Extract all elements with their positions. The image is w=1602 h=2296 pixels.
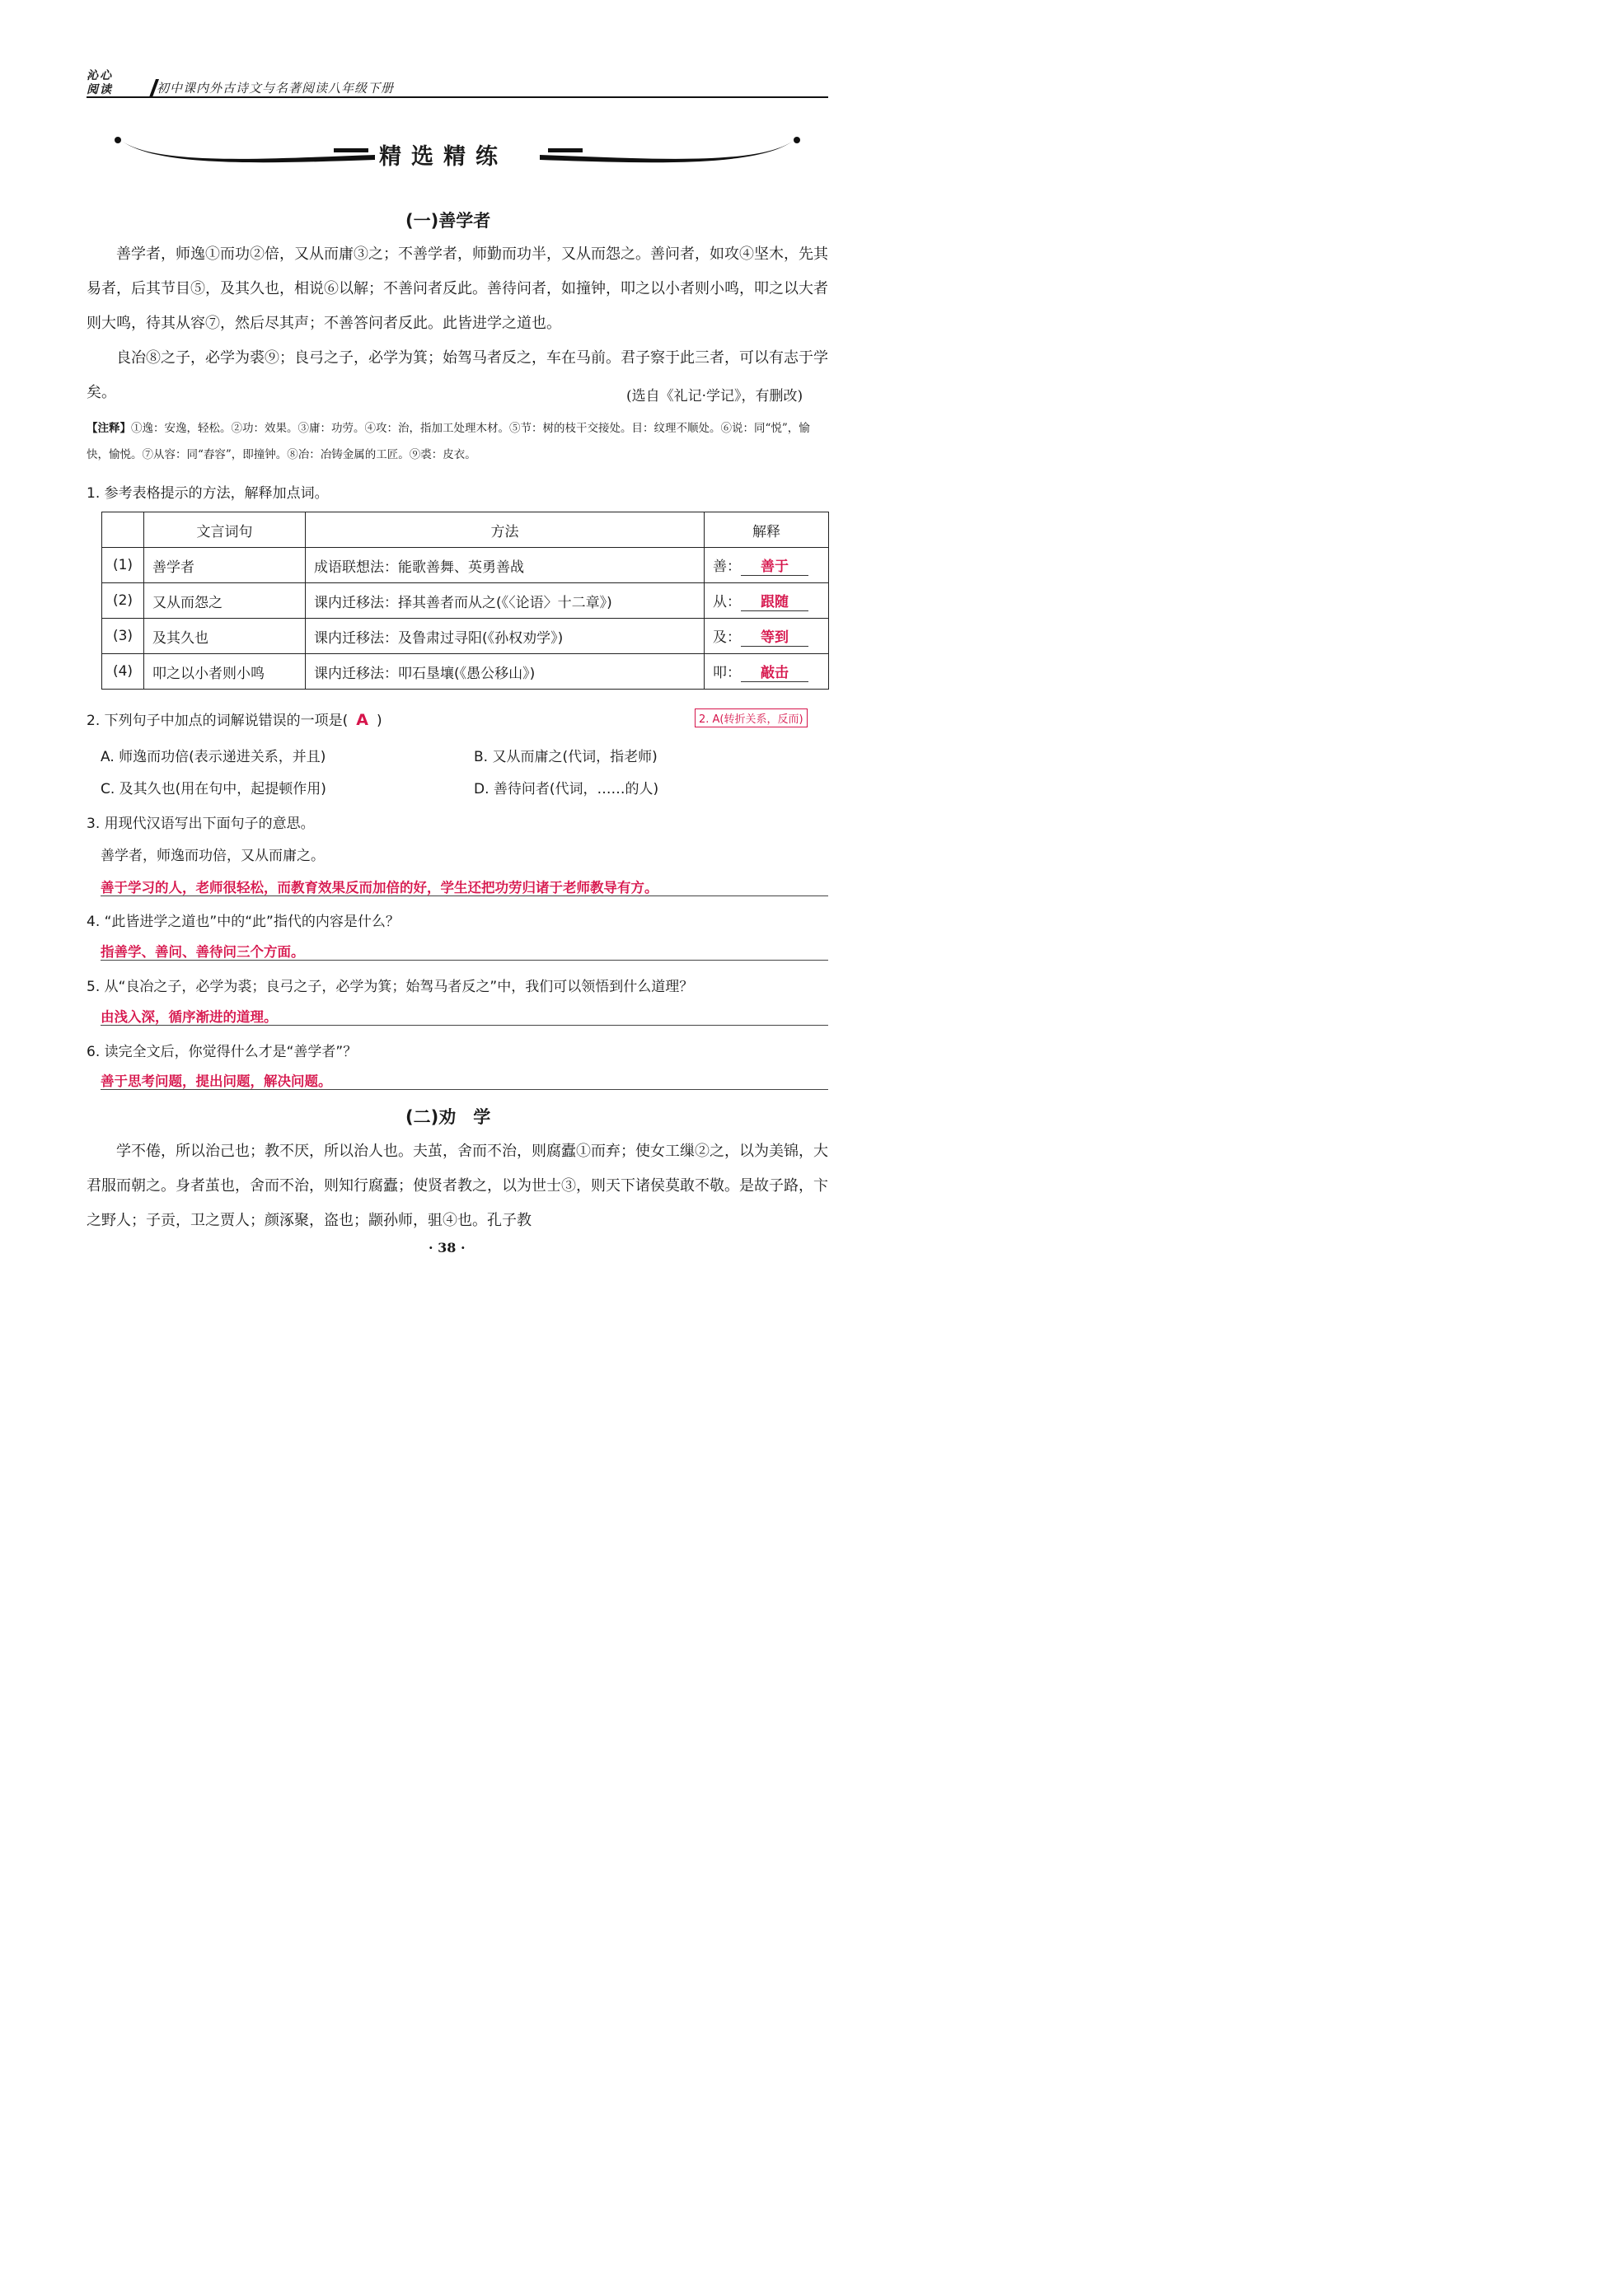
table-row <box>102 654 829 690</box>
q6-answer: 善于思考问题，提出问题，解决问题。 <box>101 1073 332 1089</box>
section1-title: (一)善学者 <box>405 211 491 231</box>
row-answer: 等到 <box>741 625 808 647</box>
q2-option-d: D. 善待问者(代词，……的人) <box>474 781 659 797</box>
row-method: 课内迁移法：及鲁肃过寻阳(《孙权劝学》) <box>306 619 705 654</box>
ornament-bar-left <box>334 148 368 152</box>
q2-option-c: C. 及其久也(用在句中，起提顿作用) <box>101 781 326 797</box>
notes-text: ①逸：安逸，轻松。②功：效果。③庸：功劳。④攻：治，指加工处理木材。⑤节：树的枝干交接处。目：纹理不顺处。⑥说：同“悦”，愉快，愉悦。⑦从容：同“舂容”，即撞钟。⑧冶：冶铸金属的工匠。⑨裘：皮衣。 <box>87 422 810 461</box>
row-word: 从： <box>713 594 741 610</box>
q2-stem: 2. 下列句子中加点的词解说错误的一项是( <box>87 713 349 729</box>
row-phrase: 及其久也 <box>144 619 306 654</box>
row-num: (4) <box>102 654 144 690</box>
q2-answer-note: 2. A(转折关系，反而) <box>695 708 808 727</box>
row-method: 课内迁移法：叩石垦壤(《愚公移山》) <box>306 654 705 690</box>
row-answer: 跟随 <box>741 590 808 611</box>
row-num: (3) <box>102 619 144 654</box>
row-explain <box>705 583 829 619</box>
row-num: (2) <box>102 583 144 619</box>
row-explain <box>705 654 829 690</box>
row-explain <box>705 548 829 583</box>
q4-stem: 4. “此皆进学之道也”中的“此”指代的内容是什么？ <box>87 914 400 930</box>
q3-stem: 3. 用现代汉语写出下面句子的意思。 <box>87 816 315 832</box>
ornament-dot-right <box>794 137 800 143</box>
q2-answer: A <box>356 711 368 729</box>
header-rule <box>87 96 828 98</box>
table-header-num <box>102 512 144 548</box>
q5-stem: 5. 从“良冶之子，必学为裘；良弓之子，必学为箕；始驾马者反之”中，我们可以领悟到什么道理？ <box>87 979 694 995</box>
q1-table <box>101 512 829 690</box>
series-logo <box>87 69 113 97</box>
logo-line-1: 沁心 <box>87 69 113 82</box>
banner-title: 精选精练 <box>379 144 508 170</box>
q5-answer: 由浅入深，循序渐进的道理。 <box>101 1009 278 1025</box>
section2-paragraph-1: 学不倦，所以治己也；教不厌，所以治人也。夫茧，舍而不治，则腐蠹①而弃；使女工缫②之，以为美锦，大君服而朝之。身者茧也，舍而不治，则知行腐蠹；使贤者教之，以为世士③，则天下诸侯莫敢不敬。是故子路，卞之野人；子贡，卫之贾人；颜涿聚，盗也；颛孙师，驵④也。孔子教 <box>87 1143 828 1229</box>
table-header-row <box>102 512 829 548</box>
row-explain <box>705 619 829 654</box>
section1-notes <box>87 415 828 468</box>
table-row <box>102 548 829 583</box>
q3-sentence: 善学者，师逸而功倍，又从而庸之。 <box>101 848 325 864</box>
q6-stem: 6. 读完全文后，你觉得什么才是“善学者”？ <box>87 1044 358 1060</box>
row-answer: 敲击 <box>741 661 808 682</box>
row-phrase: 叩之以小者则小鸣 <box>144 654 306 690</box>
q3-answer: 善于学习的人，老师很轻松，而教育效果反而加倍的好，学生还把功劳归诸于老师教导有方。 <box>101 880 658 895</box>
row-method: 成语联想法：能歌善舞、英勇善战 <box>306 548 705 583</box>
q5-answer-line <box>101 1025 828 1026</box>
row-phrase: 又从而怨之 <box>144 583 306 619</box>
ornament-bar-right <box>548 148 583 152</box>
table-row <box>102 619 829 654</box>
row-answer: 善于 <box>741 554 808 576</box>
notes-label: 【注释】 <box>87 422 131 435</box>
section1-paragraph-1: 善学者，师逸①而功②倍，又从而庸③之；不善学者，师勤而功半，又从而怨之。善问者，如攻④坚木，先其易者，后其节目⑤，及其久也，相说⑥以解；不善问者反此。善待问者，如撞钟，叩之以小者则小鸣，叩之以大者则大鸣，待其从容⑦，然后尽其声；不善答问者反此。此皆进学之道也。 <box>87 245 828 332</box>
section2-text <box>87 1134 828 1238</box>
row-phrase: 善学者 <box>144 548 306 583</box>
q4-answer-line <box>101 960 828 961</box>
table-header-explain: 解释 <box>705 512 829 548</box>
section1-paragraph-2: 良冶⑧之子，必学为裘⑨；良弓之子，必学为箕；始驾马者反之，车在马前。君子察于此三者，可以有志于学矣。 <box>87 349 828 401</box>
table-row <box>102 583 829 619</box>
row-method: 课内迁移法：择其善者而从之(《〈论语〉十二章》) <box>306 583 705 619</box>
q2-stem-line <box>87 708 382 729</box>
section2-title: (二)劝 学 <box>405 1107 491 1127</box>
logo-line-2: 阅读 <box>87 83 113 96</box>
q2-option-b: B. 又从而庸之(代词，指老师) <box>474 749 658 765</box>
row-word: 叩： <box>713 665 741 681</box>
table-header-method: 方法 <box>306 512 705 548</box>
row-word: 善： <box>713 559 741 575</box>
q2-stem-end: ) <box>376 713 382 729</box>
q4-answer: 指善学、善问、善待问三个方面。 <box>101 944 305 960</box>
ornament-dot-left <box>115 137 121 143</box>
q3-answer-line <box>101 895 828 896</box>
q1-stem: 1. 参考表格提示的方法，解释加点词。 <box>87 485 329 502</box>
book-title: 初中课内外古诗文与名著阅读八年级下册 <box>157 81 395 96</box>
row-word: 及： <box>713 629 741 646</box>
q6-answer-line <box>101 1089 828 1090</box>
table-header-phrase: 文言词句 <box>144 512 306 548</box>
row-num: (1) <box>102 548 144 583</box>
q2-option-a: A. 师逸而功倍(表示递进关系，并且) <box>101 749 326 765</box>
section1-source: (选自《礼记·学记》，有删改) <box>626 388 803 404</box>
page-number: · 38 · <box>429 1240 466 1256</box>
